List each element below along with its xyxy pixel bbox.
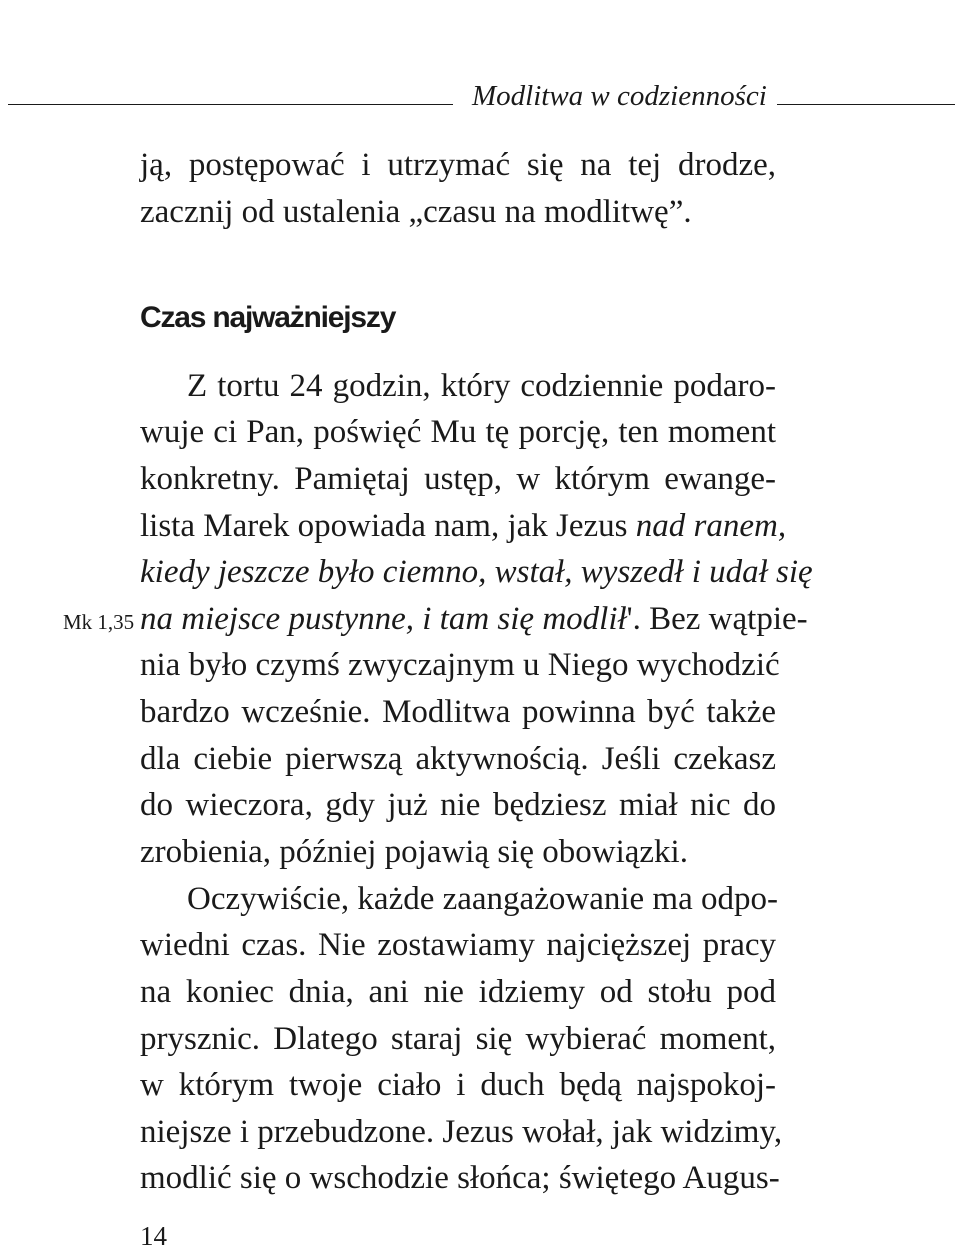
paragraph-2-line-2: wiedni czas. Nie zostawiamy najcięższej pracy (140, 927, 776, 963)
paragraph-1-line-5 (140, 552, 813, 592)
paragraph-2-line-4: prysznic. Dlatego staraj się wybierać moment, (140, 1021, 776, 1057)
paragraph-1-line-4-text: lista Marek opowiada nam, jak Jezus (140, 508, 636, 544)
quote-end: na miejsce pustynne, i tam się modlił (140, 601, 627, 637)
paragraph-1-line-3: konkretny. Pamiętaj ustęp, w którym ewange- (140, 461, 776, 497)
paragraph-2-line-7: modlić się o wschodzie słońca; świętego Augus- (140, 1160, 780, 1196)
paragraph-1-line-1: Z tortu 24 godzin, który codziennie podaro- (187, 368, 776, 404)
paragraph-1-line-4 (140, 506, 787, 546)
paragraph-2-line-3: na koniec dnia, ani nie idziemy od stołu pod (140, 974, 776, 1010)
paragraph-1-line-2: wuje ci Pan, poświęć Mu tę porcję, ten moment (140, 414, 776, 450)
quote-start: nad ranem, (635, 508, 787, 544)
paragraph-1-line-10: do wieczora, gdy już nie będziesz miał nic do (140, 787, 776, 823)
paragraph-1-line-6 (140, 599, 808, 639)
running-head-rule-left (8, 104, 453, 105)
intro-line-1: ją, postępować i utrzymać się na tej drodze, (140, 147, 776, 183)
paragraph-1-line-11: zrobienia, później pojawią się obowiązki. (140, 834, 688, 870)
paragraph-2-line-5: w którym twoje ciało i duch będą najspokoj- (140, 1067, 776, 1103)
running-head (0, 78, 960, 118)
paragraph-2-line-6: niejsze i przebudzone. Jezus wołał, jak widzimy, (140, 1114, 783, 1150)
paragraph-2-line-1: Oczywiście, każde zaangażowanie ma odpo- (187, 881, 778, 917)
intro-line-2: zacznij od ustalenia „czasu na modlitwę”. (140, 194, 692, 230)
quote-line: kiedy jeszcze było ciemno, wstał, wyszedł i udał się (140, 554, 813, 590)
running-head-title: Modlitwa w codzienności (472, 80, 767, 112)
paragraph-1-line-7: nia było czymś zwyczajnym u Niego wychodzić (140, 647, 780, 683)
paragraph-1-line-6-text: '. Bez wątpie- (626, 601, 808, 637)
margin-reference: Mk 1,35 (63, 610, 135, 634)
paragraph-1-line-9: dla ciebie pierwszą aktywnością. Jeśli czekasz (140, 741, 776, 777)
page-number: 14 (140, 1221, 167, 1249)
paragraph-1-line-8: bardzo wcześnie. Modlitwa powinna być także (140, 694, 776, 730)
section-heading: Czas najważniejszy (140, 301, 396, 334)
running-head-rule-right (777, 104, 955, 105)
